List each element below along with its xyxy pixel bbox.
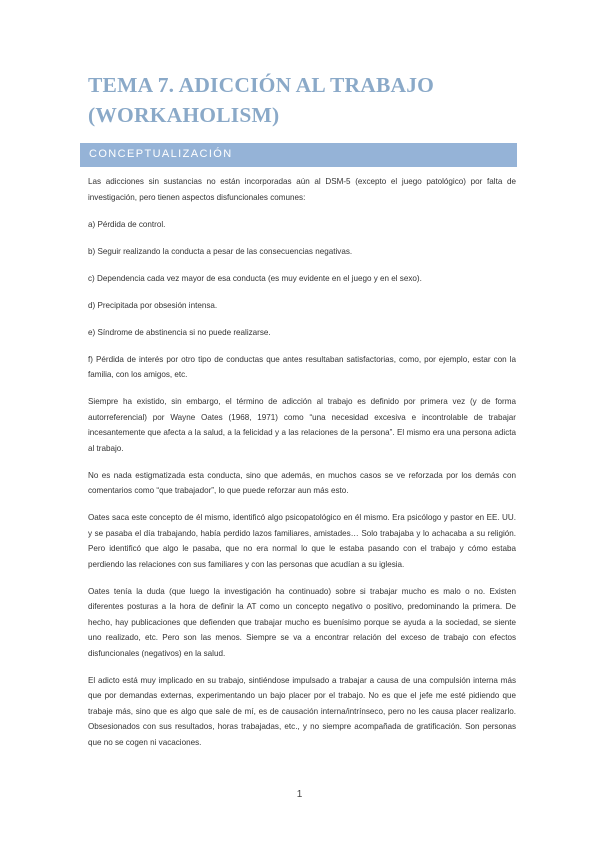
page-title: [88, 70, 518, 130]
title-line-2: (WORKAHOLISM): [88, 103, 280, 127]
title-line-1: TEMA 7. ADICCIÓN AL TRABAJO: [88, 73, 435, 97]
list-item: f) Pérdida de interés por otro tipo de conductas que antes resultaban satisfactorias, como, por ejemplo, estar con la familia, con los amigos, etc.: [88, 354, 516, 379]
list-item: e) Síndrome de abstinencia si no puede realizarse.: [88, 327, 271, 337]
paragraph: Oates tenía la duda (que luego la investigación ha continuado) sobre si trabajar mucho es malo o no. Existen diferentes posturas a la hora de definir la AT como un concepto negativo o positivo, predominando la primera. De hecho, hay publicaciones que defienden que trabajar mucho es buenísimo porque se ayuda a la sociedad, se siente uno realizado, etc. Pero son las menos. Siempre se va a encontrar relación del exceso de trabajo con efectos disfuncionales (negativos) en la salud.: [88, 586, 516, 658]
paragraph: Oates saca este concepto de él mismo, identificó algo psicopatológico en él mismo. Era psicólogo y pastor en EE. UU. y se pasaba el día trabajando, había perdido lazos familiares, amistades… Solo trabajaba y lo achacaba a su religión. Pero identificó que algo le pasaba, que no era normal lo que le estaba pasando con el trabajo y cómo estaba perdiendo las relaciones con sus familiares y con las personas que acudían a su iglesia.: [88, 513, 516, 569]
list-item: a) Pérdida de control.: [88, 219, 166, 229]
list-item: b) Seguir realizando la conducta a pesar de las consecuencias negativas.: [88, 246, 353, 256]
paragraph: No es nada estigmatizada esta conducta, sino que además, en muchos casos se ve reforzada por los demás con comentarios como “que trabajador”, lo que puede reforzar aun más esto.: [88, 470, 516, 495]
list-item: d) Precipitada por obsesión intensa.: [88, 300, 218, 310]
document-body: [88, 174, 516, 762]
section-heading: CONCEPTUALIZACIÓN: [80, 143, 517, 167]
page-number: 1: [296, 789, 303, 800]
paragraph-intro: Las adicciones sin sustancias no están incorporadas aún al DSM-5 (excepto el juego patológico) por falta de investigación, pero tienen aspectos disfuncionales comunes:: [88, 177, 516, 202]
paragraph: El adicto está muy implicado en su trabajo, sintiéndose impulsado a trabajar a causa de una compulsión interna más que por demandas externas, experimentando un bajo placer por el trabajo. No es que el jefe me esté pidiendo que trabaje más, sino que es algo que sale de mí, es de causación interna/intrínseco, pero no les causa placer realizarlo. Obsesionados con sus resultados, horas trabajadas, etc., y no siempre acompañada de gratificación. Son personas que no se cogen ni vacaciones.: [88, 675, 516, 747]
paragraph: Siempre ha existido, sin embargo, el término de adicción al trabajo es definido por primera vez (y de forma autorreferencial) por Wayne Oates (1968, 1971) como “una necesidad excesiva e incontrolable de trabajar incesantemente que afecta a la salud, a la felicidad y a las relaciones de la persona”. El mismo era una persona adicta al trabajo.: [88, 397, 516, 453]
list-item: c) Dependencia cada vez mayor de esa conducta (es muy evidente en el juego y en el sexo).: [88, 273, 422, 283]
